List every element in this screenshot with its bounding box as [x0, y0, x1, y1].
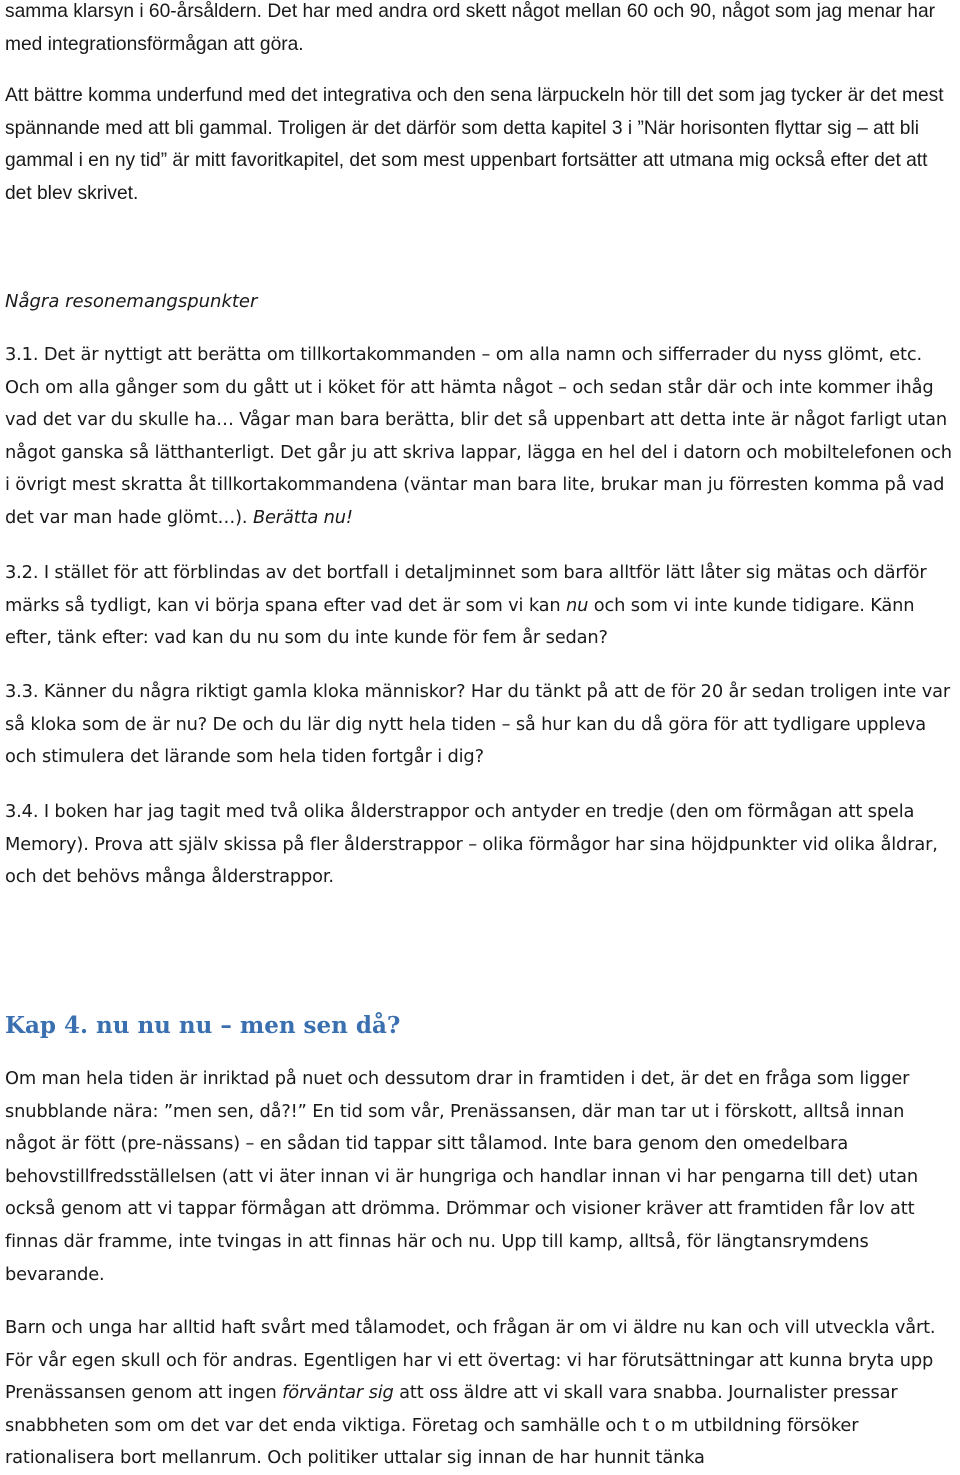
chapter-4-paragraph-1: Om man hela tiden är inriktad på nuet och dessutom drar in framtiden i det, är det en fråga som ligger snubblande nära: ”men sen, då?!” En tid som vår, Prenässansen, där man tar ut i förskott, alltså innan något är fött (pre-nässans) – en sådan tid tappar sitt tålamod. Inte bara genom den omedelbara behovstillfredsställelsen (att vi äter innan vi är hungriga och handlar innan vi har pengarna till det) utan också genom att vi tappar förmågan att drömma. Drömmar och visioner kräver att framtiden får lov att finnas där framme, inte tvingas in att finnas här och nu. Upp till kamp, alltså, för längtansrymdens bevarande.: [5, 1068, 918, 1285]
point-3-4: 3.4. I boken har jag tagit med två olika ålderstrappor och antyder en tredje (den om förmågan att spela Memory). Prova att själv skissa på fler ålderstrappor – olika förmågor har sina höjdpunkter vid olika åldrar, och det behövs många ålderstrappor.: [5, 801, 938, 888]
chapter-4-paragraph-2-text-b: att oss äldre att vi skall vara snabba. Journalister pressar snabbheten som om det var det enda viktiga. Företag och samhälle och t o m utbildning försöker rationalisera bort mellanrum. Och politiker uttalar sig innan de har hunnit tänka: [5, 1382, 898, 1469]
point-3-2-text-a: 3.2. I stället för att förblindas av det bortfall i detaljminnet som bara alltför lätt låter sig mätas och därför märks så tydligt, kan vi börja spana efter vad det är som vi kan: [5, 562, 927, 616]
chapter-4-paragraph-2-emphasis: förväntar sig: [282, 1382, 394, 1404]
point-3-1: [5, 339, 955, 535]
point-3-1-emphasis: Berätta nu!: [252, 506, 353, 528]
point-3-2: [5, 557, 955, 655]
chapter-4-paragraph-2: [5, 1312, 955, 1475]
chapter-4-title: Kap 4. nu nu nu – men sen då?: [5, 1012, 401, 1039]
intro-paragraph-1: samma klarsyn i 60-årsåldern. Det har med andra ord skett något mellan 60 och 90, något som jag menar har med integrationsförmågan att göra.: [5, 1, 936, 55]
point-3-2-text-b: och som vi inte kunde tidigare. Känn efter, tänk efter: vad kan du nu som du inte kunde för fem år sedan?: [5, 594, 915, 649]
point-3-2-emphasis: nu: [566, 594, 589, 616]
point-3-1-text: 3.1. Det är nyttigt att berätta om tillkortakommanden – om alla namn och sifferrader du nyss glömt, etc. Och om alla gånger som du gått ut i köket för att hämta något – och sedan står där och inte kommer ihåg vad det var du skulle ha… Vågar man bara berätta, blir det så uppenbart att detta inte är något farligt utan något ganska så lätthanterligt. Det går ju att skriva lappar, lägga en hel del i datorn och mobiltelefonen och i övrigt mest skratta åt tillkortakommandena (väntar man bara lite, brukar man ju förresten komma på vad det var man hade glömt…).: [5, 344, 952, 528]
section-heading-resonemang: Några resonemangspunkter: [5, 291, 258, 312]
intro-paragraph-2: Att bättre komma underfund med det integrativa och den sena lärpuckeln hör till det som jag tycker är det mest spännande med att bli gammal. Troligen är det därför som detta kapitel 3 i ”När horisonten flyttar sig – att bli gammal i en ny tid” är mitt favoritkapitel, det som mest uppenbart fortsätter att utmana mig också efter det att det blev skrivet.: [5, 85, 944, 205]
chapter-4-paragraph-2-text-a: Barn och unga har alltid haft svårt med tålamodet, och frågan är om vi äldre nu kan och vill utveckla vårt. För vår egen skull och för andras. Egentligen har vi ett övertag: vi har förutsättningar att kunna bryta upp Prenässansen genom att ingen: [5, 1317, 936, 1404]
point-3-3: 3.3. Känner du några riktigt gamla kloka människor? Har du tänkt på att de för 20 år sedan troligen inte var så kloka som de är nu? De och du lär dig nytt hela tiden – så hur kan du då göra för att tydligare uppleva och stimulera det lärande som hela tiden fortgår i dig?: [5, 681, 951, 768]
